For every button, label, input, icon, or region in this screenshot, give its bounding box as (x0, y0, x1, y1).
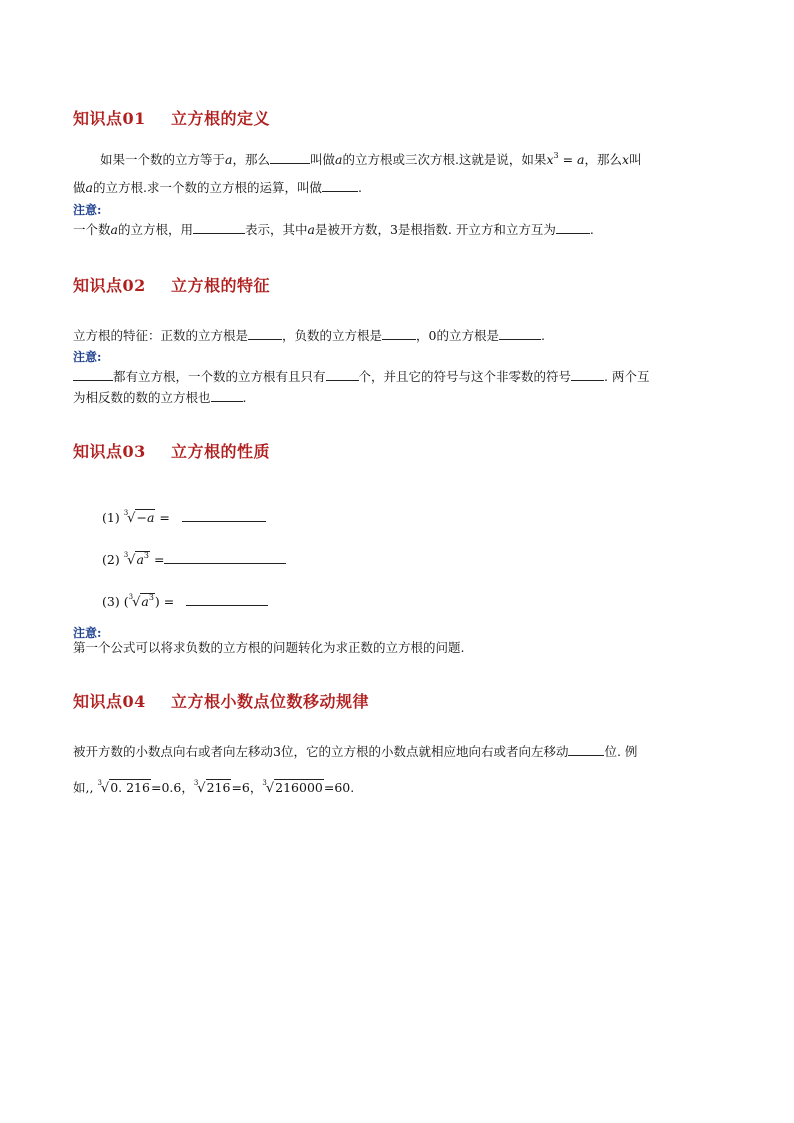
radicand: 216000 (275, 780, 323, 795)
formula-number: (3) (102, 594, 120, 609)
radicand: a (141, 594, 149, 609)
s1-text: 叫做 (309, 152, 335, 167)
radicand: −a (136, 510, 155, 525)
s1-note-line (73, 222, 594, 238)
equals-sign: = (159, 594, 175, 609)
section-3-number: 知识点03 (73, 442, 146, 461)
s4-paragraph-line-1 (73, 744, 637, 760)
section-1-heading (73, 106, 270, 129)
math-a: a (85, 180, 93, 195)
formula-number: (1) (102, 510, 120, 525)
radical-sign-icon: √ (132, 595, 141, 610)
section-2-number: 知识点02 (73, 276, 146, 295)
fill-blank[interactable] (568, 744, 604, 756)
radicand: 216 (206, 780, 231, 795)
s2-text: 立方根的特征：正数的立方根是 (73, 328, 249, 343)
fill-blank[interactable] (193, 222, 245, 234)
fill-blank[interactable] (186, 594, 268, 606)
radicand: 0. 216 (110, 780, 150, 795)
paren-right: ) (154, 594, 160, 609)
s3-note-label: 注意: (73, 626, 102, 640)
cube-root-index: 3 (97, 779, 102, 787)
section-4-heading (73, 689, 369, 712)
result-value: =6， (231, 780, 263, 795)
s1-text: . (357, 180, 362, 195)
formula-number: (2) (102, 552, 120, 567)
s2-text: 为相反数的数的立方根也 (73, 390, 211, 405)
s2-paragraph-line (73, 328, 545, 344)
section-1-title: 立方根的定义 (171, 109, 271, 128)
radical-sign-icon: √ (100, 781, 110, 796)
s2-text: ，0的立方根是 (416, 328, 499, 343)
section-2-title: 立方根的特征 (171, 276, 271, 295)
s1-text: 的立方根.求一个数的立方根的运算，叫做 (92, 180, 322, 195)
s2-note-line-2 (73, 390, 247, 406)
s1-text: 做 (73, 180, 86, 195)
s3-note-line: 第一个公式可以将求负数的立方根的问题转化为求正数的立方根的问题. (73, 640, 465, 655)
cube-root-index: 3 (128, 593, 134, 601)
s1-text: 如果一个数的立方等于 (100, 152, 226, 167)
fill-blank[interactable] (211, 390, 243, 402)
fill-blank[interactable] (556, 222, 590, 234)
paren-left: ( (123, 594, 129, 609)
radicand: a (136, 552, 144, 567)
s1-text: ，那么 (232, 152, 270, 167)
math-a: a (307, 222, 315, 237)
s2-text: 都有立方根，一个数的立方根有且只有 (113, 369, 326, 384)
math-a: a (110, 222, 118, 237)
section-2-heading (73, 273, 270, 296)
math-exponent: 3 (148, 593, 154, 602)
section-4-title: 立方根小数点位数移动规律 (171, 692, 370, 711)
formula-2 (102, 547, 286, 569)
math-equals-a: = a (558, 152, 585, 167)
fill-blank[interactable] (382, 328, 416, 340)
equals-sign: = (150, 552, 165, 567)
fill-blank[interactable] (322, 180, 358, 192)
radical-sign-icon: √ (265, 781, 275, 796)
radical-sign-icon: √ (127, 511, 136, 526)
fill-blank[interactable] (182, 510, 266, 522)
math-x: x (546, 152, 554, 167)
section-1-number: 知识点01 (73, 109, 146, 128)
formula-1 (102, 505, 266, 527)
s2-text: . 两个互 (604, 369, 650, 384)
s1-text: 一个数 (73, 222, 111, 237)
s4-paragraph-line-2 (73, 775, 354, 797)
s1-paragraph-line-1 (100, 152, 642, 168)
s4-text: 位. 例 (604, 744, 638, 759)
math-a: a (335, 152, 343, 167)
section-4-number: 知识点04 (73, 692, 146, 711)
math-exponent: 3 (143, 551, 150, 560)
s1-text: 的立方根或三次方根.这就是说，如果 (342, 152, 547, 167)
math-exponent: 3 (553, 151, 559, 160)
math-x: x (621, 152, 630, 167)
result-value: =60. (323, 780, 355, 795)
s4-text: 如,, (73, 780, 94, 795)
s1-paragraph-line-2 (73, 180, 362, 196)
fill-blank[interactable] (248, 328, 282, 340)
cube-root-index: 3 (123, 509, 129, 517)
fill-blank[interactable] (270, 152, 310, 164)
math-a: a (225, 152, 233, 167)
fill-blank[interactable] (73, 369, 113, 381)
s1-text: 表示，其中 (244, 222, 308, 237)
cube-root-index: 3 (262, 779, 267, 787)
s4-text: 被开方数的小数点向右或者向左移动3位，它的立方根的小数点就相应地向右或者向左移动 (73, 744, 569, 759)
s1-text: 叫 (629, 152, 642, 167)
section-3-heading (73, 439, 270, 462)
s2-text: 个，并且它的符号与这个非零数的符号 (358, 369, 572, 384)
fill-blank[interactable] (164, 552, 286, 564)
s1-text: 是被开方数，3是根指数. 开立方和立方互为 (314, 222, 556, 237)
section-3-title: 立方根的性质 (171, 442, 271, 461)
fill-blank[interactable] (499, 328, 541, 340)
s2-text: . (541, 328, 545, 343)
equals-sign: = (155, 510, 170, 525)
fill-blank[interactable] (326, 369, 359, 381)
s2-note-label: 注意: (73, 350, 102, 364)
radical-sign-icon: √ (197, 781, 206, 796)
radical-sign-icon: √ (127, 553, 136, 568)
s2-text: . (242, 390, 247, 405)
s2-text: ，负数的立方根是 (282, 328, 383, 343)
cube-root-index: 3 (123, 551, 129, 559)
fill-blank[interactable] (571, 369, 604, 381)
s1-text: . (589, 222, 594, 237)
s1-text: ，那么 (584, 152, 622, 167)
cube-root-index: 3 (193, 779, 199, 787)
formula-3 (102, 589, 268, 611)
result-value: =0.6， (150, 780, 194, 795)
s1-text: 的立方根，用 (117, 222, 193, 237)
s1-note-label: 注意: (73, 203, 102, 217)
s2-note-line-1 (73, 369, 649, 385)
